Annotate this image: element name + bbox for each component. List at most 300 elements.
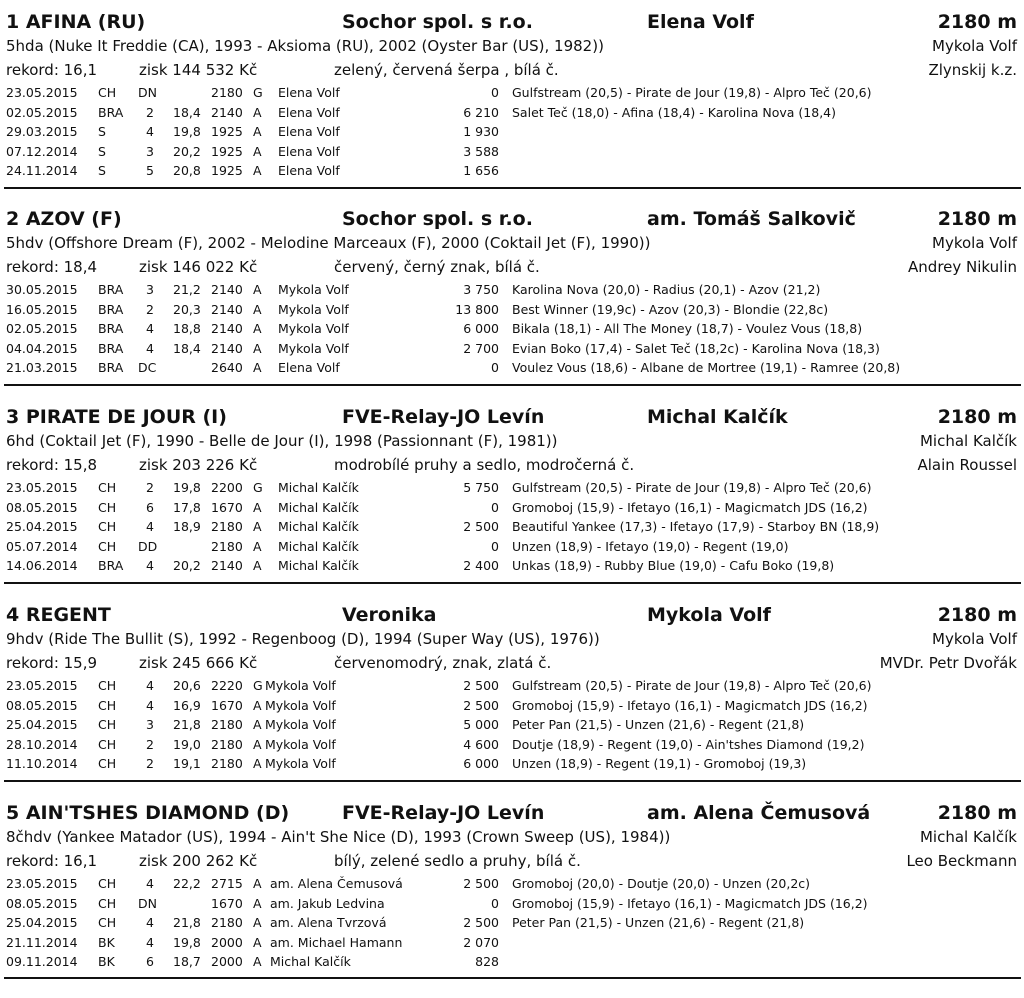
race-prize: 1 656 [463,163,499,178]
breeder-name: Leo Beckmann [906,852,1017,870]
owner-name: Veronika [342,604,437,626]
earnings: zisk 245 666 Kč [139,654,258,672]
race-date: 21.11.2014 [6,934,78,950]
earnings: zisk 200 262 Kč [139,852,258,870]
race-track: BRA [98,558,124,573]
race-date: 07.12.2014 [6,143,78,159]
race-result: Salet Teč (18,0) - Afina (18,4) - Karolina Nova (18,4) [512,104,837,120]
race-row [0,715,1024,735]
pedigree-line [0,232,1024,254]
race-start-type: A [253,558,262,573]
race-distance-value: 2140 [211,321,243,336]
race-place: 4 [146,697,154,713]
race-distance-value: 1925 [211,163,243,178]
race-prize: 3 588 [463,143,499,159]
record-time: rekord: 16,1 [6,61,98,79]
entry-separator [4,187,1021,189]
race-result: Unzen (18,9) - Ifetayo (19,0) - Regent (19,0) [512,538,789,554]
race-distance-value: 2180 [211,736,243,752]
race-track: S [98,163,106,178]
record-time: rekord: 16,1 [6,852,98,870]
trainer-name: am. Alena Čemusová [647,802,871,824]
driver-name: Michal Kalčík [919,828,1017,846]
race-start-type: A [253,736,262,752]
race-row [0,913,1024,933]
race-distance-value: 2140 [211,340,243,356]
racing-colors: červený, černý znak, bílá č. [334,258,540,276]
race-distance-value: 2180 [211,756,243,771]
race-date: 11.10.2014 [6,756,78,771]
race-result: Gromoboj (15,9) - Ifetayo (16,1) - Magicmatch JDS (16,2) [512,895,868,911]
earnings: zisk 146 022 Kč [139,258,258,276]
pedigree: 8čhdv (Yankee Matador (US), 1994 - Ain't She Nice (D), 1993 (Crown Sweep (US), 1984)) [6,828,671,846]
race-prize: 2 400 [463,558,499,573]
race-distance-value: 2715 [211,876,243,891]
breeder-name: Zlynskij k.z. [928,61,1017,79]
race-date: 08.05.2015 [6,697,78,713]
breeder-name: Andrey Nikulin [908,258,1017,276]
race-date: 21.03.2015 [6,360,78,375]
race-driver: Michal Kalčík [278,480,359,495]
trainer-name: Michal Kalčík [647,406,788,428]
race-row [0,300,1024,320]
race-result: Karolina Nova (20,0) - Radius (20,1) - Azov (21,2) [512,282,821,297]
race-prize: 5 750 [463,480,499,495]
race-code: DN [138,85,157,100]
record-line [0,256,1024,278]
race-driver: Mykola Volf [265,736,336,752]
race-result: Voulez Vous (18,6) - Albane de Mortree (19,1) - Ramree (20,8) [512,360,901,375]
earnings: zisk 144 532 Kč [139,61,258,79]
entry-separator [4,582,1021,584]
race-prize: 0 [491,895,499,911]
race-start-type: A [253,301,262,317]
race-driver: Mykola Volf [265,678,336,693]
race-distance-value: 2220 [211,678,243,693]
pedigree-line [0,35,1024,57]
race-date: 29.03.2015 [6,124,78,139]
race-row [0,142,1024,162]
race-result: Evian Boko (17,4) - Salet Teč (18,2c) - Karolina Nova (18,3) [512,340,880,356]
race-start-type: A [253,499,262,515]
race-driver: Michal Kalčík [278,519,359,534]
pedigree-line [0,826,1024,848]
entry-separator [4,977,1021,979]
race-row [0,83,1024,103]
race-place: 2 [146,736,154,752]
race-time: 18,7 [173,954,201,969]
race-distance-value: 2180 [211,915,243,930]
race-result: Gulfstream (20,5) - Pirate de Jour (19,8) - Alpro Teč (20,6) [512,85,872,100]
race-time: 19,8 [173,480,201,495]
race-row [0,339,1024,359]
race-driver: Elena Volf [278,124,340,139]
record-line [0,59,1024,81]
owner-name: FVE-Relay-JO Levín [342,406,545,428]
race-result: Best Winner (19,9c) - Azov (20,3) - Blondie (22,8c) [512,301,829,317]
race-time: 18,8 [173,321,201,336]
race-date: 28.10.2014 [6,736,78,752]
race-track: CH [98,697,117,713]
race-distance-value: 1670 [211,895,243,911]
race-track: BRA [98,360,124,375]
race-time: 16,9 [173,697,201,713]
trainer-name: am. Tomáš Salkovič [647,208,856,230]
race-time: 17,8 [173,499,201,515]
race-row [0,933,1024,953]
race-distance-value: 2180 [211,519,243,534]
race-time: 21,8 [173,915,201,930]
race-place: 4 [146,124,154,139]
race-track: S [98,143,106,159]
record-line [0,652,1024,674]
horse-name: 4 REGENT [6,604,111,626]
race-date: 30.05.2015 [6,282,78,297]
racing-colors: modrobílé pruhy a sedlo, modročerná č. [334,456,635,474]
pedigree-line [0,628,1024,650]
driver-name: Mykola Volf [932,630,1017,648]
race-row [0,735,1024,755]
entry-header [0,205,1024,233]
race-time: 21,8 [173,717,201,732]
race-prize: 5 000 [463,717,499,732]
race-time: 19,0 [173,736,201,752]
race-prize: 13 800 [455,301,499,317]
horse-name: 5 AIN'TSHES DIAMOND (D) [6,802,290,824]
race-driver: Michal Kalčík [278,499,359,515]
race-time: 22,2 [173,876,201,891]
race-track: CH [98,519,117,534]
race-row [0,280,1024,300]
race-track: BRA [98,282,124,297]
race-start-type: G [253,85,263,100]
race-distance-value: 1670 [211,697,243,713]
race-track: CH [98,876,117,891]
race-row [0,319,1024,339]
race-prize: 828 [475,954,499,969]
breeder-name: Alain Roussel [917,456,1017,474]
race-distance-value: 2000 [211,934,243,950]
race-driver: am. Alena Čemusová [270,876,403,891]
driver-name: Mykola Volf [932,37,1017,55]
race-time: 18,4 [173,104,201,120]
race-time: 19,8 [173,934,201,950]
race-track: CH [98,915,117,930]
record-line [0,850,1024,872]
race-date: 04.04.2015 [6,340,78,356]
race-date: 25.04.2015 [6,519,78,534]
race-start-type: A [253,282,262,297]
race-driver: Michal Kalčík [278,538,359,554]
entry-header [0,601,1024,629]
race-date: 16.05.2015 [6,301,78,317]
race-time: 19,8 [173,124,201,139]
race-start-type: A [253,876,262,891]
race-time: 20,6 [173,678,201,693]
race-track: S [98,124,106,139]
race-place: 4 [146,678,154,693]
race-place: 4 [146,519,154,534]
race-track: CH [98,736,117,752]
race-place: 4 [146,876,154,891]
race-start-type: A [253,104,262,120]
race-place: 5 [146,163,154,178]
race-code: DN [138,895,157,911]
race-distance-value: 2140 [211,301,243,317]
race-start-type: A [253,143,262,159]
record-time: rekord: 15,8 [6,456,98,474]
race-track: BK [98,934,115,950]
race-place: 6 [146,954,154,969]
race-distance: 2180 m [937,802,1017,824]
race-code: DD [138,538,158,554]
race-time: 20,2 [173,143,201,159]
race-track: BRA [98,104,124,120]
owner-name: Sochor spol. s r.o. [342,11,533,33]
race-start-type: G [253,480,263,495]
pedigree-line [0,430,1024,452]
race-driver: Mykola Volf [278,301,349,317]
race-prize: 2 500 [463,876,499,891]
race-row [0,358,1024,378]
entry-header [0,403,1024,431]
race-row [0,498,1024,518]
race-start-type: A [253,538,262,554]
race-result: Gromoboj (20,0) - Doutje (20,0) - Unzen (20,2c) [512,876,811,891]
pedigree: 9hdv (Ride The Bullit (S), 1992 - Regenboog (D), 1994 (Super Way (US), 1976)) [6,630,600,648]
race-distance: 2180 m [937,406,1017,428]
race-date: 05.07.2014 [6,538,78,554]
race-driver: Elena Volf [278,104,340,120]
trainer-name: Elena Volf [647,11,754,33]
race-row [0,103,1024,123]
race-distance-value: 2140 [211,104,243,120]
race-place: 3 [146,717,154,732]
race-driver: Elena Volf [278,163,340,178]
owner-name: Sochor spol. s r.o. [342,208,533,230]
race-distance-value: 2140 [211,558,243,573]
race-prize: 0 [491,85,499,100]
race-result: Peter Pan (21,5) - Unzen (21,6) - Regent (21,8) [512,915,805,930]
race-track: CH [98,538,117,554]
race-result: Gulfstream (20,5) - Pirate de Jour (19,8) - Alpro Teč (20,6) [512,480,872,495]
race-track: CH [98,895,117,911]
race-code: DC [138,360,157,375]
race-distance-value: 1925 [211,124,243,139]
race-prize: 2 500 [463,697,499,713]
race-start-type: A [253,321,262,336]
race-date: 09.11.2014 [6,954,78,969]
race-distance-value: 2000 [211,954,243,969]
race-place: 3 [146,143,154,159]
race-time: 20,2 [173,558,201,573]
race-date: 08.05.2015 [6,499,78,515]
race-prize: 2 500 [463,519,499,534]
race-start-type: G [253,678,263,693]
race-start-type: A [253,915,262,930]
race-time: 18,9 [173,519,201,534]
race-start-type: A [253,756,262,771]
horse-name: 1 AFINA (RU) [6,11,146,33]
race-date: 23.05.2015 [6,85,78,100]
race-driver: Mykola Volf [265,717,336,732]
race-prize: 2 700 [463,340,499,356]
race-driver: Michal Kalčík [278,558,359,573]
race-prize: 0 [491,360,499,375]
pedigree: 6hd (Coktail Jet (F), 1990 - Belle de Jour (I), 1998 (Passionnant (F), 1981)) [6,432,558,450]
race-date: 25.04.2015 [6,717,78,732]
entry-header [0,8,1024,36]
race-prize: 1 930 [463,124,499,139]
race-prize: 0 [491,538,499,554]
racing-colors: zelený, červená šerpa , bílá č. [334,61,559,79]
race-prize: 6 210 [463,104,499,120]
race-driver: am. Jakub Ledvina [270,895,385,911]
race-row [0,517,1024,537]
race-place: 2 [146,301,154,317]
race-start-type: A [253,895,262,911]
race-track: CH [98,717,117,732]
race-place: 4 [146,915,154,930]
race-prize: 6 000 [463,756,499,771]
race-track: BK [98,954,115,969]
racing-colors: bílý, zelené sedlo a pruhy, bílá č. [334,852,581,870]
record-time: rekord: 15,9 [6,654,98,672]
race-prize: 2 070 [463,934,499,950]
race-result: Gromoboj (15,9) - Ifetayo (16,1) - Magicmatch JDS (16,2) [512,499,868,515]
race-distance-value: 2140 [211,282,243,297]
race-track: CH [98,499,117,515]
horse-entry [0,8,1024,188]
race-result: Gromoboj (15,9) - Ifetayo (16,1) - Magicmatch JDS (16,2) [512,697,868,713]
race-place: 4 [146,321,154,336]
race-track: CH [98,756,117,771]
race-row [0,952,1024,972]
race-distance: 2180 m [937,208,1017,230]
driver-name: Michal Kalčík [919,432,1017,450]
race-start-type: A [253,163,262,178]
race-date: 14.06.2014 [6,558,78,573]
entry-separator [4,780,1021,782]
race-date: 25.04.2015 [6,915,78,930]
race-row [0,556,1024,576]
race-date: 24.11.2014 [6,163,78,178]
race-distance-value: 1925 [211,143,243,159]
race-driver: Elena Volf [278,143,340,159]
race-driver: Mykola Volf [265,697,336,713]
race-distance-value: 2180 [211,85,243,100]
race-driver: Mykola Volf [278,340,349,356]
race-place: 4 [146,558,154,573]
race-driver: Mykola Volf [265,756,336,771]
race-distance-value: 1670 [211,499,243,515]
race-row [0,537,1024,557]
race-place: 4 [146,934,154,950]
breeder-name: MVDr. Petr Dvořák [879,654,1017,672]
race-distance-value: 2200 [211,480,243,495]
race-track: BRA [98,321,124,336]
driver-name: Mykola Volf [932,234,1017,252]
race-row [0,676,1024,696]
race-driver: am. Michael Hamann [270,934,403,950]
horse-entry [0,403,1024,583]
race-row [0,874,1024,894]
race-distance-value: 2180 [211,717,243,732]
race-track: CH [98,480,117,495]
race-time: 19,1 [173,756,201,771]
race-place: 2 [146,756,154,771]
pedigree: 5hdv (Offshore Dream (F), 2002 - Melodine Marceaux (F), 2000 (Coktail Jet (F), 1990)) [6,234,651,252]
race-row [0,894,1024,914]
race-time: 21,2 [173,282,201,297]
race-time: 20,8 [173,163,201,178]
race-distance: 2180 m [937,604,1017,626]
race-place: 3 [146,282,154,297]
pedigree: 5hda (Nuke It Freddie (CA), 1993 - Aksioma (RU), 2002 (Oyster Bar (US), 1982)) [6,37,604,55]
horse-entry [0,601,1024,781]
race-prize: 3 750 [463,282,499,297]
race-prize: 2 500 [463,678,499,693]
race-date: 23.05.2015 [6,876,78,891]
race-result: Unkas (18,9) - Rubby Blue (19,0) - Cafu Boko (19,8) [512,558,835,573]
race-track: CH [98,85,117,100]
race-driver: Mykola Volf [278,321,349,336]
horse-entry [0,205,1024,385]
race-start-type: A [253,124,262,139]
race-track: BRA [98,301,124,317]
record-line [0,454,1024,476]
race-start-type: A [253,340,262,356]
race-place: 2 [146,104,154,120]
race-driver: am. Alena Tvrzová [270,915,387,930]
race-row [0,696,1024,716]
horse-name: 2 AZOV (F) [6,208,122,230]
race-row [0,478,1024,498]
race-date: 08.05.2015 [6,895,78,911]
record-time: rekord: 18,4 [6,258,98,276]
race-track: BRA [98,340,124,356]
race-date: 23.05.2015 [6,480,78,495]
horse-entry [0,799,1024,979]
race-place: 4 [146,340,154,356]
horse-name: 3 PIRATE DE JOUR (I) [6,406,227,428]
race-row [0,161,1024,181]
race-prize: 4 600 [463,736,499,752]
race-distance-value: 2180 [211,538,243,554]
race-driver: Elena Volf [278,360,340,375]
race-distance-value: 2640 [211,360,243,375]
race-place: 2 [146,480,154,495]
race-result: Doutje (18,9) - Regent (19,0) - Ain'tshes Diamond (19,2) [512,736,865,752]
race-driver: Mykola Volf [278,282,349,297]
race-time: 20,3 [173,301,201,317]
race-start-type: A [253,360,262,375]
race-result: Gulfstream (20,5) - Pirate de Jour (19,8) - Alpro Teč (20,6) [512,678,872,693]
race-start-type: A [253,717,262,732]
race-prize: 2 500 [463,915,499,930]
race-driver: Michal Kalčík [270,954,351,969]
race-date: 02.05.2015 [6,321,78,336]
race-result: Peter Pan (21,5) - Unzen (21,6) - Regent (21,8) [512,717,805,732]
race-result: Bikala (18,1) - All The Money (18,7) - Voulez Vous (18,8) [512,321,863,336]
race-result: Beautiful Yankee (17,3) - Ifetayo (17,9) - Starboy BN (18,9) [512,519,880,534]
race-start-type: A [253,954,262,969]
race-track: CH [98,678,117,693]
race-row [0,754,1024,774]
racing-colors: červenomodrý, znak, zlatá č. [334,654,552,672]
race-row [0,122,1024,142]
race-result: Unzen (18,9) - Regent (19,1) - Gromoboj (19,3) [512,756,807,771]
